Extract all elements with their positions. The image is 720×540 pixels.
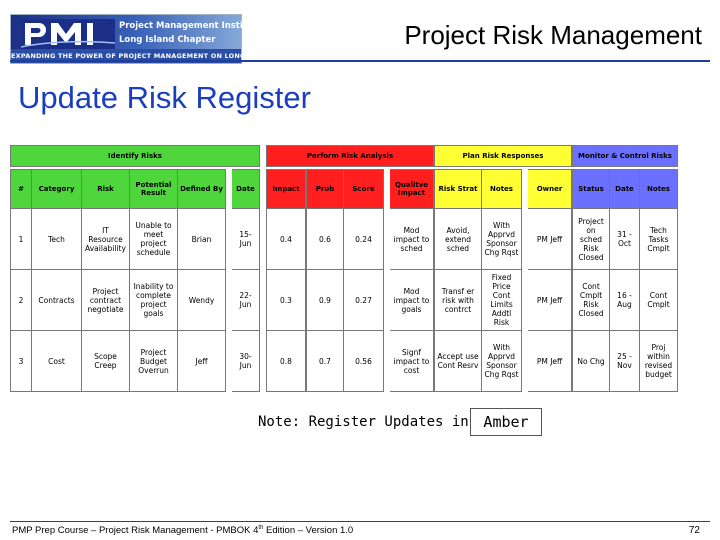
column-header-15: Date bbox=[610, 169, 640, 209]
group-header-3: Plan Risk Responses bbox=[434, 145, 572, 167]
table-cell-r2-c5: Wendy bbox=[178, 270, 226, 331]
footer-text-sup: th bbox=[258, 525, 264, 531]
table-cell-r1-c8: 0.6 bbox=[306, 209, 344, 270]
footer-course-info bbox=[12, 525, 353, 536]
table-cell-r1-c4: Unable to meet project schedule bbox=[130, 209, 178, 270]
table-cell-r1-c2: Tech bbox=[32, 209, 82, 270]
group-header-2: Perform Risk Analysis bbox=[266, 145, 434, 167]
table-cell-r3-c2: Cost bbox=[32, 331, 82, 392]
logo-org-name: Project Management Institute bbox=[119, 21, 263, 31]
table-cell-r3-c13: PM Jeff bbox=[528, 331, 572, 392]
table-cell-r2-c1: 2 bbox=[10, 270, 32, 331]
column-header-7: Impact bbox=[266, 169, 306, 209]
column-header-14: Status bbox=[572, 169, 610, 209]
pmi-logo bbox=[10, 14, 277, 64]
group-header-4: Monitor & Control Risks bbox=[572, 145, 678, 167]
table-cell-r1-c3: IT Resource Availability bbox=[82, 209, 130, 270]
footer-text-main: PMP Prep Course – Project Risk Management - PMBOK 4 bbox=[12, 525, 259, 537]
table-cell-r3-c9: 0.56 bbox=[344, 331, 384, 392]
table-cell-r1-c13: PM Jeff bbox=[528, 209, 572, 270]
footer-divider bbox=[10, 521, 710, 522]
table-cell-r1-c14: Project on sched Risk Closed bbox=[572, 209, 610, 270]
table-cell-r2-c7: 0.3 bbox=[266, 270, 306, 331]
table-cell-r1-c1: 1 bbox=[10, 209, 32, 270]
logo-chapter-name: Long Island Chapter bbox=[119, 35, 216, 45]
column-header-6: Date bbox=[232, 169, 260, 209]
note-highlight-badge: Amber bbox=[470, 408, 542, 436]
pmi-mark-icon bbox=[21, 19, 115, 49]
table-cell-r2-c14: Cont Cmplt Risk Closed bbox=[572, 270, 610, 331]
column-header-8: Prob bbox=[306, 169, 344, 209]
table-cell-r2-c2: Contracts bbox=[32, 270, 82, 331]
table-cell-r2-c4: Inability to complete project goals bbox=[130, 270, 178, 331]
table-cell-r3-c16: Proj within revised budget bbox=[640, 331, 678, 392]
table-cell-r3-c12: With Apprvd Sponsor Chg Rqst bbox=[482, 331, 522, 392]
table-cell-r1-c11: Avoid, extend sched bbox=[434, 209, 482, 270]
logo-band bbox=[11, 15, 263, 51]
table-cell-r3-c11: Accept use Cont Resrv bbox=[434, 331, 482, 392]
column-header-3: Risk bbox=[82, 169, 130, 209]
table-cell-r2-c15: 16 - Aug bbox=[610, 270, 640, 331]
column-header-2: Category bbox=[32, 169, 82, 209]
table-cell-r3-c5: Jeff bbox=[178, 331, 226, 392]
logo-tagline: EXPANDING THE POWER OF PROJECT MANAGEMENT ON LONG ISLAND bbox=[11, 49, 241, 63]
table-cell-r2-c16: Cont Cmplt bbox=[640, 270, 678, 331]
table-cell-r3-c14: No Chg bbox=[572, 331, 610, 392]
table-cell-r1-c10: Mod impact to sched bbox=[390, 209, 434, 270]
table-cell-r3-c8: 0.7 bbox=[306, 331, 344, 392]
header-title: Project Risk Management bbox=[404, 20, 702, 50]
column-header-13: Owner bbox=[528, 169, 572, 209]
header-divider bbox=[10, 60, 710, 62]
table-cell-r1-c6: 15-Jun bbox=[232, 209, 260, 270]
column-header-5: Defined By bbox=[178, 169, 226, 209]
table-cell-r1-c5: Brian bbox=[178, 209, 226, 270]
table-cell-r2-c6: 22-Jun bbox=[232, 270, 260, 331]
table-cell-r1-c9: 0.24 bbox=[344, 209, 384, 270]
risk-register-table bbox=[10, 145, 710, 403]
note-text: Note: Register Updates in bbox=[258, 414, 469, 430]
group-header-1: Identify Risks bbox=[10, 145, 260, 167]
column-header-1: # bbox=[10, 169, 32, 209]
table-cell-r3-c10: Signf impact to cost bbox=[390, 331, 434, 392]
table-cell-r2-c12: Fixed Price Cont Limits Addtl Risk bbox=[482, 270, 522, 331]
page-number: 72 bbox=[688, 525, 700, 536]
column-header-11: Risk Strat bbox=[434, 169, 482, 209]
column-header-10: Qualitve Impact bbox=[390, 169, 434, 209]
table-cell-r2-c3: Project contract negotiate bbox=[82, 270, 130, 331]
column-header-12: Notes bbox=[482, 169, 522, 209]
column-header-4: Potential Result bbox=[130, 169, 178, 209]
table-cell-r1-c15: 31 - Oct bbox=[610, 209, 640, 270]
table-cell-r3-c6: 30-Jun bbox=[232, 331, 260, 392]
page-title: Update Risk Register bbox=[18, 80, 311, 115]
column-header-9: Score bbox=[344, 169, 384, 209]
table-cell-r2-c8: 0.9 bbox=[306, 270, 344, 331]
footer-text-end: Edition – Version 1.0 bbox=[263, 525, 354, 537]
table-cell-r2-c10: Mod impact to goals bbox=[390, 270, 434, 331]
column-header-16: Notes bbox=[640, 169, 678, 209]
table-cell-r3-c15: 25 - Nov bbox=[610, 331, 640, 392]
table-cell-r1-c7: 0.4 bbox=[266, 209, 306, 270]
table-cell-r2-c13: PM Jeff bbox=[528, 270, 572, 331]
table-cell-r2-c9: 0.27 bbox=[344, 270, 384, 331]
table-cell-r3-c3: Scope Creep bbox=[82, 331, 130, 392]
table-cell-r3-c1: 3 bbox=[10, 331, 32, 392]
table-cell-r1-c16: Tech Tasks Cmplt bbox=[640, 209, 678, 270]
table-cell-r3-c7: 0.8 bbox=[266, 331, 306, 392]
table-cell-r3-c4: Project Budget Overrun bbox=[130, 331, 178, 392]
table-cell-r2-c11: Transf er risk with contrct bbox=[434, 270, 482, 331]
table-cell-r1-c12: With Apprvd Sponsor Chg Rqst bbox=[482, 209, 522, 270]
